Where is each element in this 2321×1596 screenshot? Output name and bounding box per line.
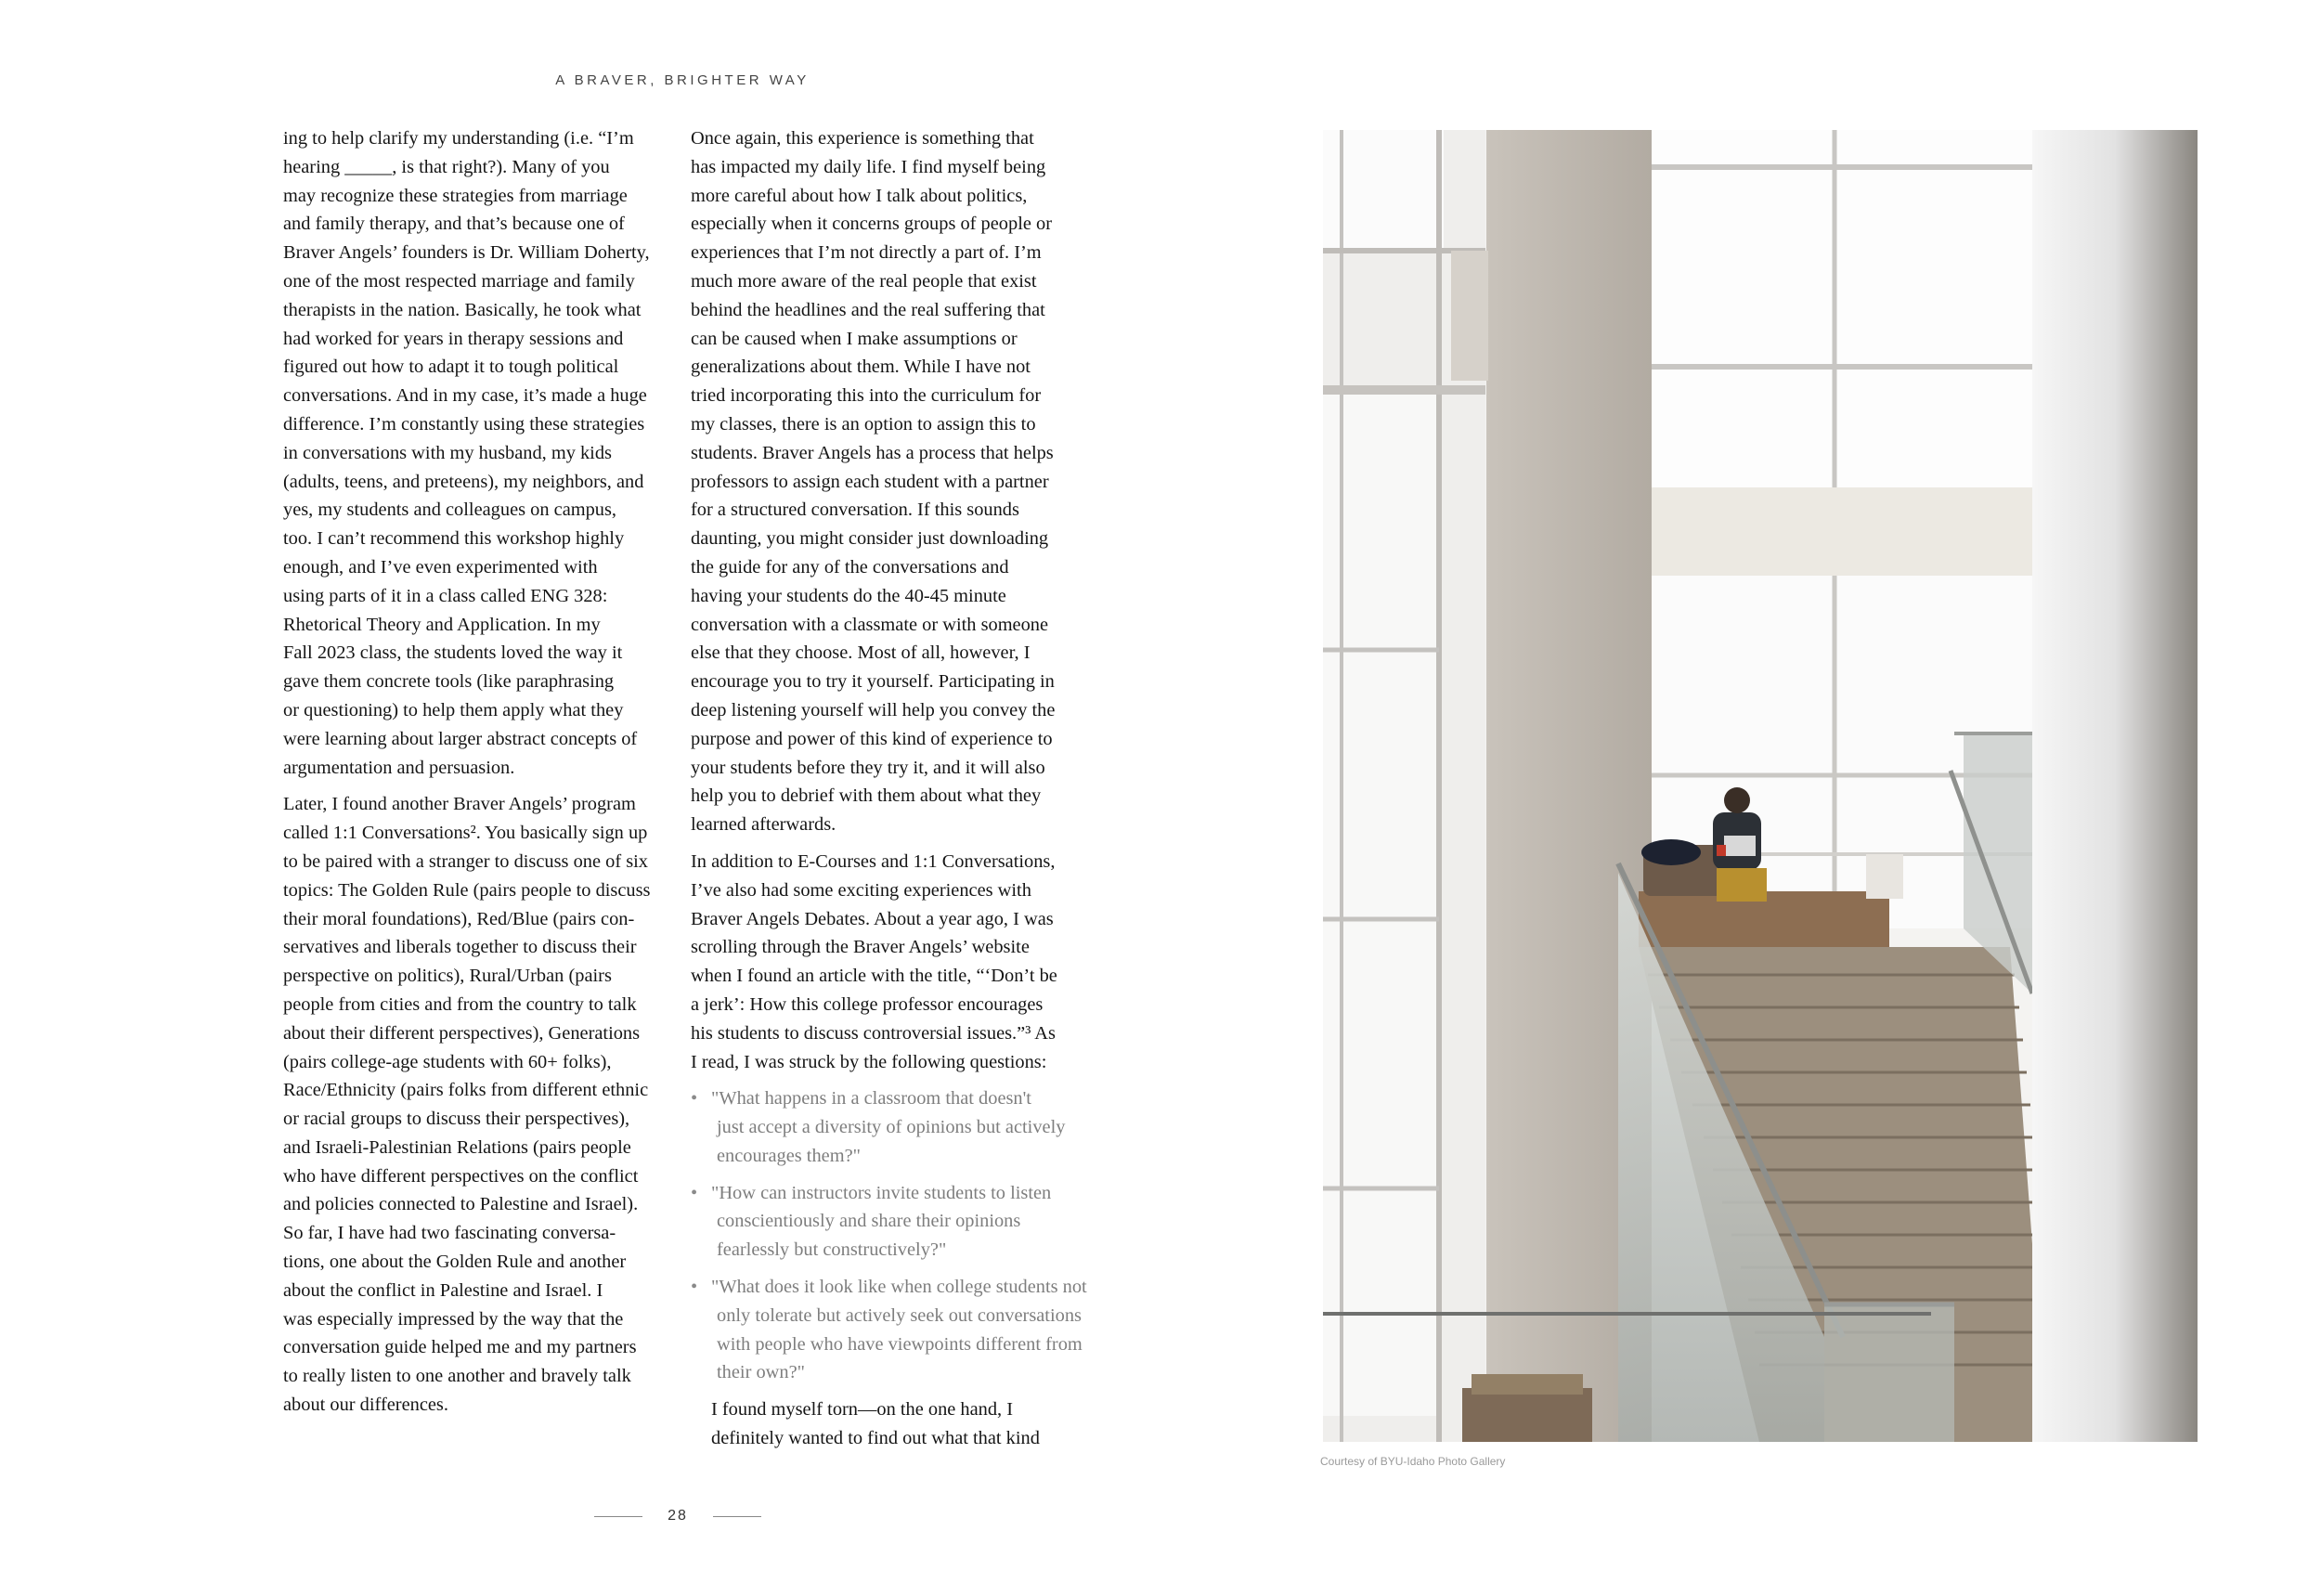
text-line: and Israeli-Palestinian Relations (pairs people (283, 1136, 631, 1158)
question-item (691, 1179, 1081, 1265)
running-head: A BRAVER, BRIGHTER WAY (555, 72, 810, 88)
text-line: yes, my students and colleagues on campus, (283, 500, 617, 521)
text-line: conversations. And in my case, it’s made a huge (283, 385, 647, 407)
folio-rule-right (713, 1516, 761, 1517)
text-line: their own?" (717, 1362, 805, 1383)
text-line: behind the headlines and the real suffering that (691, 299, 1045, 320)
text-line: encourage you to try it yourself. Participating in (691, 671, 1055, 693)
text-line: perspective on politics), Rural/Urban (pairs (283, 966, 612, 987)
text-line: only tolerate but actively seek out conversations (717, 1304, 1082, 1326)
text-line: professors to assign each student with a partner (691, 471, 1049, 492)
text-line: for a structured conversation. If this sounds (691, 500, 1019, 521)
text-line: people from cities and from the country to talk (283, 993, 637, 1015)
text-line: In addition to E-Courses and 1:1 Conversations, (691, 850, 1056, 872)
body-paragraph-5 (691, 1395, 1081, 1453)
text-line: with people who have viewpoints different from (717, 1333, 1083, 1355)
text-line: much more aware of the real people that exist (691, 270, 1037, 292)
text-line: argumentation and persuasion. (283, 757, 515, 778)
text-line: just accept a diversity of opinions but actively (717, 1117, 1066, 1138)
staircase-illustration (1323, 130, 2198, 1442)
text-line: (adults, teens, and preteens), my neighbors, and (283, 471, 644, 492)
question-text (711, 1179, 1081, 1265)
text-line: to be paired with a stranger to discuss one of six (283, 850, 648, 872)
text-line: their moral foundations), Red/Blue (pairs con- (283, 908, 635, 929)
text-line: I read, I was struck by the following questions: (691, 1051, 1047, 1072)
question-list (691, 1084, 1087, 1387)
text-line: or questioning) to help them apply what they (283, 699, 624, 720)
page-number: 28 (668, 1508, 688, 1524)
text-line: had worked for years in therapy sessions and (283, 328, 624, 349)
text-line: daunting, you might consider just downloading (691, 528, 1049, 550)
text-line: in conversations with my husband, my kids (283, 442, 612, 463)
text-line: topics: The Golden Rule (pairs people to discuss (283, 879, 651, 901)
body-paragraph-3 (691, 124, 1081, 839)
text-line: one of the most respected marriage and family (283, 270, 635, 292)
left-column (283, 124, 673, 1428)
text-line: (pairs college-age students with 60+ folks), (283, 1051, 612, 1072)
text-line: therapists in the nation. Basically, he took what (283, 299, 642, 320)
question-item (691, 1273, 1087, 1387)
photo-credit: Courtesy of BYU-Idaho Photo Gallery (1320, 1455, 1506, 1468)
text-line: my classes, there is an option to assign this to (691, 413, 1036, 435)
text-line: students. Braver Angels has a process that helps (691, 442, 1054, 463)
folio (594, 1502, 761, 1530)
text-line: Braver Angels’ founders is Dr. William Doherty, (283, 242, 650, 264)
text-line: using parts of it in a class called ENG 328: (283, 585, 608, 606)
text-line: can be caused when I make assumptions or (691, 328, 1018, 349)
text-line: tions, one about the Golden Rule and another (283, 1252, 627, 1273)
text-line: when I found an article with the title, “‘Don’t be (691, 966, 1057, 987)
text-line: called 1:1 Conversations². You basically sign up (283, 823, 648, 844)
text-line: especially when it concerns groups of people or (691, 214, 1052, 235)
bullet-icon: • (691, 1088, 698, 1109)
text-line: Later, I found another Braver Angels’ program (283, 794, 636, 815)
text-line: purpose and power of this kind of experience to (691, 728, 1053, 749)
text-line: or racial groups to discuss their perspectives), (283, 1109, 630, 1130)
question-text (711, 1273, 1087, 1387)
right-column (691, 124, 1087, 1461)
text-line: servatives and liberals together to discuss their (283, 937, 637, 958)
text-line: Fall 2023 class, the students loved the way it (283, 642, 623, 664)
text-line: having your students do the 40-45 minute (691, 585, 1006, 606)
text-line: has impacted my daily life. I find myself being (691, 156, 1046, 177)
text-line: may recognize these strategies from marriage (283, 185, 628, 206)
text-line: Once again, this experience is something that (691, 128, 1034, 149)
text-line: tried incorporating this into the curriculum for (691, 385, 1042, 407)
text-line: was especially impressed by the way that the (283, 1308, 624, 1330)
text-line: Braver Angels Debates. About a year ago, I was (691, 908, 1054, 929)
text-line: So far, I have had two fascinating conversa- (283, 1223, 616, 1244)
text-line: hearing _____, is that right?). Many of you (283, 156, 610, 177)
text-line: Rhetorical Theory and Application. In my (283, 614, 601, 635)
question-item (691, 1084, 1081, 1170)
lobby-chair (1462, 1374, 1592, 1442)
text-line: to really listen to one another and bravely talk (283, 1366, 631, 1387)
text-line: definitely wanted to find out what that kind (711, 1428, 1040, 1449)
text-line: the guide for any of the conversations and (691, 556, 1009, 577)
text-line: his students to discuss controversial issues.”³ As (691, 1022, 1056, 1044)
text-line: and family therapy, and that’s because one of (283, 214, 625, 235)
right-column-pillar (2032, 130, 2198, 1442)
text-line: conversation guide helped me and my partners (283, 1337, 637, 1358)
bullet-icon: • (691, 1277, 698, 1298)
text-line: experiences that I’m not directly a part of. I’m (691, 242, 1042, 264)
text-line: too. I can’t recommend this workshop highly (283, 528, 625, 550)
text-line: difference. I’m constantly using these strategies (283, 413, 645, 435)
text-line: about their different perspectives), Generations (283, 1022, 641, 1044)
text-line: your students before they try it, and it will also (691, 757, 1045, 778)
body-paragraph-1 (283, 124, 673, 782)
text-line: deep listening yourself will help you convey the (691, 699, 1056, 720)
text-line: "What happens in a classroom that doesn't (711, 1088, 1031, 1109)
text-line: gave them concrete tools (like paraphrasing (283, 671, 615, 693)
text-line: generalizations about them. While I have not (691, 357, 1031, 378)
text-line: "What does it look like when college students not (711, 1277, 1087, 1298)
question-text (711, 1084, 1081, 1170)
text-line: figured out how to adapt it to tough political (283, 357, 619, 378)
text-line: about our differences. (283, 1395, 448, 1416)
body-paragraph-4 (691, 848, 1081, 1076)
text-line: ing to help clarify my understanding (i.e. “I’m (283, 128, 634, 149)
text-line: and policies connected to Palestine and Israel). (283, 1194, 639, 1215)
text-line: about the conflict in Palestine and Israel. I (283, 1279, 603, 1301)
text-line: conversation with a classmate or with someone (691, 614, 1049, 635)
staircase-photo (1323, 130, 2198, 1442)
text-line: help you to debrief with them about what they (691, 785, 1042, 807)
bullet-icon: • (691, 1182, 698, 1203)
text-line: encourages them?" (717, 1145, 861, 1166)
text-line: "How can instructors invite students to listen (711, 1182, 1052, 1203)
folio-rule-left (594, 1516, 642, 1517)
body-paragraph-2 (283, 790, 673, 1420)
text-line: Race/Ethnicity (pairs folks from different ethnic (283, 1080, 649, 1101)
text-line: fearlessly but constructively?" (717, 1239, 947, 1261)
text-line: a jerk’: How this college professor encourages (691, 993, 1044, 1015)
text-line: else that they choose. Most of all, however, I (691, 642, 1031, 664)
text-line: scrolling through the Braver Angels’ website (691, 937, 1030, 958)
text-line: learned afterwards. (691, 814, 836, 836)
text-line: more careful about how I talk about politics, (691, 185, 1028, 206)
text-line: conscientiously and share their opinions (717, 1211, 1021, 1232)
text-line: I’ve also had some exciting experiences with (691, 879, 1031, 901)
text-line: I found myself torn—on the one hand, I (711, 1399, 1014, 1421)
text-line: were learning about larger abstract concepts of (283, 728, 638, 749)
text-line: who have different perspectives on the conflict (283, 1165, 639, 1187)
text-line: enough, and I’ve even experimented with (283, 556, 598, 577)
